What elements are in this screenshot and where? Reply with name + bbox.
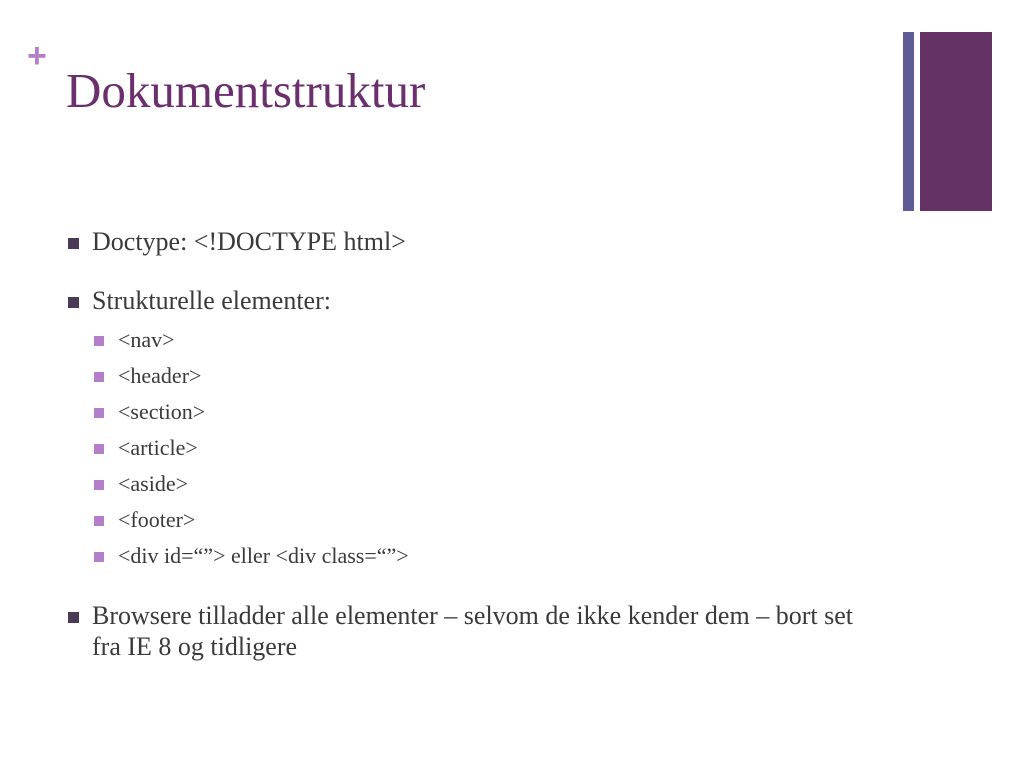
sub-bullet-square-icon	[94, 480, 104, 490]
bullet-text: Strukturelle elementer:	[92, 286, 331, 315]
list-item	[94, 430, 888, 466]
list-item	[94, 322, 888, 358]
decorative-bar-wide	[920, 32, 992, 211]
bullet-doctype	[68, 226, 888, 257]
list-item-text: <div id=“”> eller <div class=“”>	[118, 543, 409, 568]
sub-bullet-square-icon	[94, 408, 104, 418]
list-item	[94, 538, 888, 574]
sub-bullet-square-icon	[94, 516, 104, 526]
decorative-bar-thin	[903, 32, 914, 211]
slide-title: Dokumentstruktur	[66, 63, 426, 118]
plus-icon: +	[27, 37, 47, 75]
bullet-text: Browsere tilladder alle elementer – selvom de ikke kender dem – bort set fra IE 8 og tidligere	[92, 601, 853, 661]
list-item-text: <aside>	[118, 471, 189, 496]
bullet-structural-elements	[68, 285, 888, 316]
slide-content	[68, 226, 888, 662]
bullet-browser-support	[68, 600, 888, 662]
list-item	[94, 466, 888, 502]
sub-bullet-square-icon	[94, 336, 104, 346]
sub-bullet-square-icon	[94, 552, 104, 562]
bullet-square-icon	[68, 297, 79, 308]
list-item-text: <article>	[118, 435, 198, 460]
bullet-text: Doctype: <!DOCTYPE html>	[92, 227, 406, 256]
list-item-text: <nav>	[118, 327, 175, 352]
list-item-text: <section>	[118, 399, 206, 424]
sub-bullet-square-icon	[94, 372, 104, 382]
bullet-square-icon	[68, 612, 79, 623]
list-item	[94, 394, 888, 430]
sub-bullet-square-icon	[94, 444, 104, 454]
bullet-square-icon	[68, 238, 79, 249]
list-item	[94, 358, 888, 394]
list-item	[94, 502, 888, 538]
list-item-text: <footer>	[118, 507, 196, 532]
structural-elements-list	[94, 322, 888, 574]
list-item-text: <header>	[118, 363, 202, 388]
